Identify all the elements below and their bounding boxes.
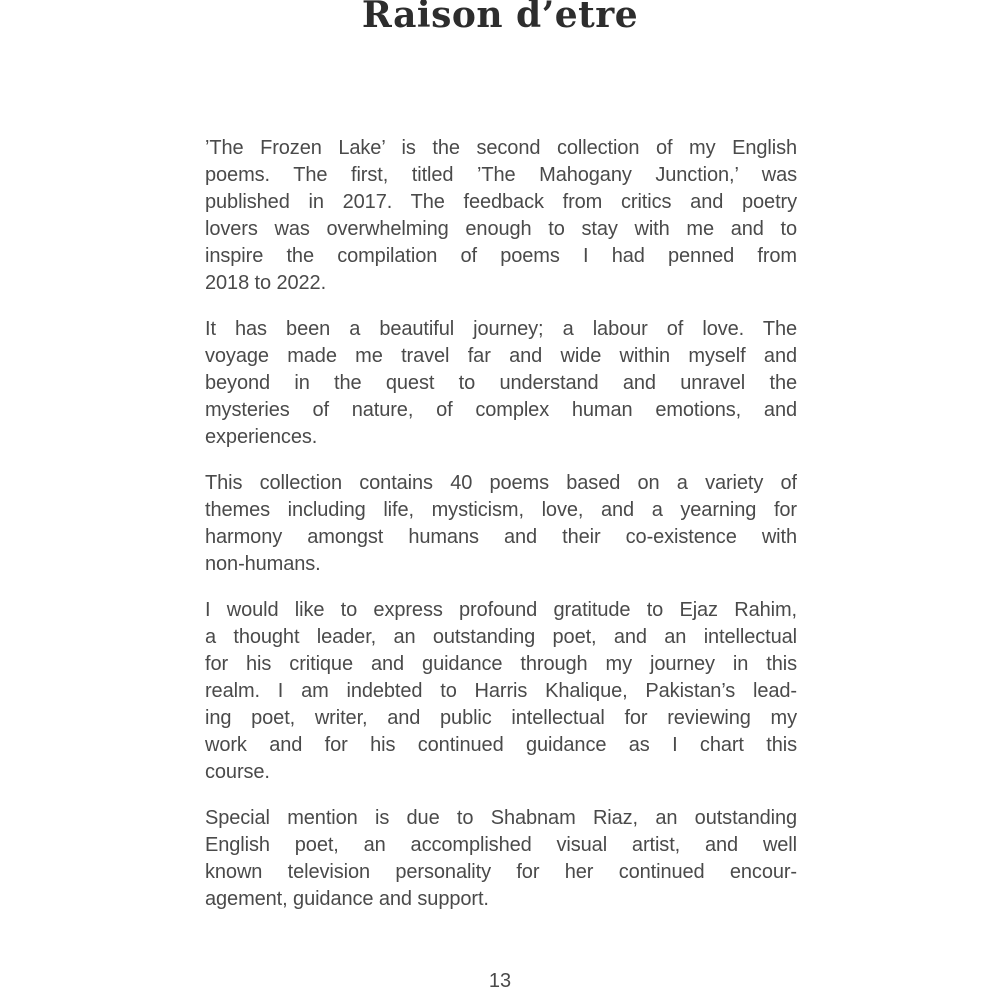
page-number: 13 [488,970,512,992]
text-line: voyage made me travel far and wide within myself and [205,345,797,367]
text-line: known television personality for her continued encour- [205,861,797,883]
text-line: I would like to express profound gratitude to Ejaz Rahim, [205,599,797,621]
text-line: ing poet, writer, and public intellectual for reviewing my [205,707,797,729]
paragraph [205,135,797,297]
paragraph [205,470,797,578]
paragraph [205,805,797,913]
text-line: lovers was overwhelming enough to stay with me and to [205,218,797,240]
text-line: for his critique and guidance through my journey in this [205,653,797,675]
text-line: It has been a beautiful journey; a labour of love. The [205,318,797,340]
paragraph [205,597,797,786]
page-title: Raison d’etre [361,0,639,36]
text-line: beyond in the quest to understand and unravel the [205,372,797,394]
text-line: English poet, an accomplished visual artist, and well [205,834,797,856]
text-line: published in 2017. The feedback from critics and poetry [205,191,797,213]
text-line: themes including life, mysticism, love, and a yearning for [205,499,797,521]
text-block [205,135,797,932]
text-line: agement, guidance and support. [205,888,489,910]
text-line: non-humans. [205,553,321,575]
paragraph [205,316,797,451]
text-line: course. [205,761,270,783]
text-line: realm. I am indebted to Harris Khalique, Pakistan’s lead- [205,680,797,702]
text-line: 2018 to 2022. [205,272,327,294]
text-line: experiences. [205,426,318,448]
text-line: Special mention is due to Shabnam Riaz, an outstanding [205,807,797,829]
text-line: poems. The first, titled ’The Mahogany Junction,’ was [205,164,797,186]
text-line: mysteries of nature, of complex human emotions, and [205,399,797,421]
text-line: work and for his continued guidance as I chart this [205,734,797,756]
text-line: harmony amongst humans and their co-existence with [205,526,797,548]
text-line: ’The Frozen Lake’ is the second collection of my English [205,137,797,159]
text-line: This collection contains 40 poems based on a variety of [205,472,797,494]
text-line: a thought leader, an outstanding poet, and an intellectual [205,626,797,648]
text-line: inspire the compilation of poems I had penned from [205,245,797,267]
